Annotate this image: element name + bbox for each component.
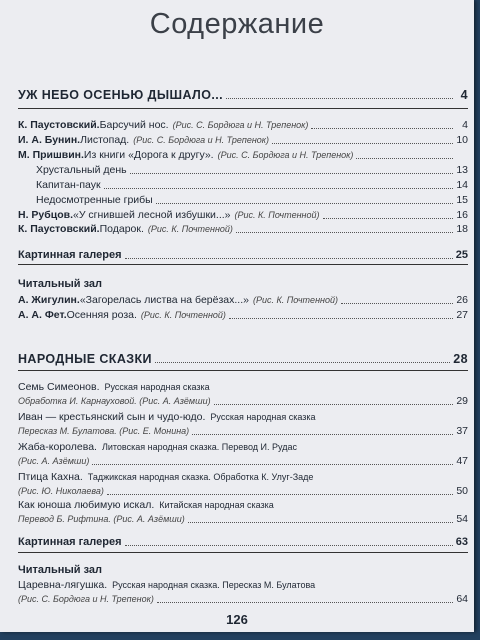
tale-title-row	[18, 440, 468, 454]
dot-leader	[192, 434, 453, 435]
dot-leader	[92, 464, 453, 465]
tale-credit-row	[18, 424, 468, 438]
entry-title: Из книги «Дорога к другу».	[83, 149, 214, 161]
tale-title-row	[18, 578, 468, 592]
entry-author: И. А. Бунин.	[18, 134, 81, 146]
entry-title: Капитан-паук	[36, 179, 101, 191]
tale-title: Птица Кахна.	[18, 471, 83, 483]
tale-title: Жаба-королева.	[18, 441, 97, 453]
dot-leader	[157, 602, 453, 603]
tale-origin: Литовская народная сказка. Перевод И. Рудас	[101, 442, 297, 452]
page-number: 15	[456, 194, 468, 206]
dot-leader	[229, 318, 453, 319]
tale-title-row	[18, 470, 468, 484]
tale-credit: Перевод Б. Рифтина. (Рис. А. Азёмши)	[18, 514, 185, 524]
reading-hall-label: Читальный зал	[18, 564, 103, 576]
entry-author: А. А. Фет.	[18, 309, 67, 321]
entry-title: Недосмотренные грибы	[36, 194, 153, 206]
tale-title: Царевна-лягушка.	[18, 579, 108, 591]
dot-leader	[155, 362, 450, 363]
gallery-row	[18, 535, 468, 549]
entry-illustrator: (Рис. К. Почтенной)	[252, 295, 338, 305]
entry-author: Н. Рубцов.	[18, 209, 73, 221]
tale-credit: (Рис. С. Бордюга и Н. Трепенок)	[18, 594, 154, 604]
tale-title: Как юноша любимую искал.	[18, 499, 155, 511]
page-number: 28	[453, 352, 468, 366]
toc-entry	[18, 148, 468, 162]
entry-author: А. Жигулин.	[18, 294, 80, 306]
entry-author: К. Паустовский.	[18, 223, 100, 235]
tale-credit: Пересказ М. Булатова. (Рис. Е. Монина)	[18, 426, 190, 436]
tale-credit: (Рис. Ю. Николаева)	[18, 486, 104, 496]
dot-leader	[125, 545, 453, 546]
page-number: 64	[456, 593, 468, 605]
page-number-footer: 126	[226, 612, 248, 627]
page-number: 63	[455, 536, 468, 548]
page-number: 47	[456, 455, 468, 467]
dot-leader	[341, 303, 453, 304]
section-title: УЖ НЕБО ОСЕНЬЮ ДЫШАЛО...	[18, 88, 223, 102]
toc-entry	[18, 222, 468, 236]
dot-leader	[226, 98, 453, 99]
section-title: НАРОДНЫЕ СКАЗКИ	[18, 352, 152, 366]
dot-leader	[130, 173, 453, 174]
divider	[18, 108, 468, 109]
tale-origin: Русская народная сказка. Пересказ М. Булатова	[112, 580, 316, 590]
gallery-row	[18, 248, 468, 262]
dot-leader	[356, 158, 453, 159]
page-number: 4	[460, 88, 468, 102]
toc-entry	[18, 208, 468, 222]
tale-credit-row	[18, 512, 468, 526]
entry-illustrator: (Рис. С. Бордюга и Н. Трепенок)	[133, 135, 270, 145]
toc-entry	[36, 163, 468, 177]
tale-credit-row	[18, 454, 468, 468]
section-heading	[18, 88, 468, 102]
tale-credit: (Рис. А. Азёмши)	[18, 456, 90, 466]
dot-leader	[125, 258, 453, 259]
dot-leader	[156, 203, 453, 204]
entry-title: Подарок.	[99, 223, 144, 235]
dot-leader	[236, 232, 453, 233]
entry-title: Барсучий нос.	[99, 119, 169, 131]
dot-leader	[272, 143, 453, 144]
divider	[18, 264, 468, 265]
entry-title: «У сгнившей лесной избушки...»	[73, 209, 231, 221]
page-number: 16	[456, 209, 468, 221]
page-number: 14	[456, 179, 468, 191]
entry-title: «Загорелась листва на берёзах...»	[79, 294, 249, 306]
entry-illustrator: (Рис. К. Почтенной)	[140, 310, 226, 320]
tale-origin: Китайская народная сказка	[159, 500, 274, 510]
tale-title-row	[18, 380, 468, 394]
dot-leader	[188, 522, 453, 523]
toc-entry	[18, 293, 468, 307]
tale-origin: Русская народная сказка	[104, 382, 210, 392]
page-number: 27	[456, 309, 468, 321]
entry-illustrator: (Рис. С. Бордюга и Н. Трепенок)	[172, 120, 309, 130]
page-title: Содержание	[149, 8, 325, 40]
entry-illustrator: (Рис. К. Почтенной)	[147, 224, 233, 234]
page-number: 4	[462, 119, 468, 131]
page-number: 26	[456, 294, 468, 306]
tale-credit-row	[18, 484, 468, 498]
section-heading	[18, 352, 468, 366]
page-number: 25	[455, 249, 468, 261]
toc-entry	[18, 133, 468, 147]
tale-credit-row	[18, 592, 468, 606]
dot-leader	[107, 494, 453, 495]
tale-origin: Русская народная сказка	[210, 412, 316, 422]
tale-title: Иван — крестьянский сын и чудо-юдо.	[18, 411, 206, 423]
tale-title-row	[18, 410, 468, 424]
gallery-label: Картинная галерея	[18, 249, 122, 261]
page-number: 50	[456, 485, 468, 497]
page-number: 10	[456, 134, 468, 146]
divider	[18, 370, 468, 371]
reading-hall-label: Читальный зал	[18, 278, 103, 290]
page-number: 29	[456, 395, 468, 407]
gallery-label: Картинная галерея	[18, 536, 122, 548]
dot-leader	[104, 188, 453, 189]
tale-title: Семь Симеонов.	[18, 381, 100, 393]
entry-title: Листопад.	[80, 134, 130, 146]
page-number: 13	[456, 164, 468, 176]
toc-entry	[36, 178, 468, 192]
tale-credit: Обработка И. Карнауховой. (Рис. А. Азёмши)	[18, 396, 211, 406]
tale-origin: Таджикская народная сказка. Обработка К. Улуг-Заде	[87, 472, 314, 482]
toc-entry	[18, 308, 468, 322]
toc-entry	[36, 193, 468, 207]
entry-author: К. Паустовский.	[18, 119, 100, 131]
tale-credit-row	[18, 394, 468, 408]
tale-title-row	[18, 498, 468, 512]
entry-title: Хрустальный день	[36, 164, 127, 176]
divider	[18, 552, 468, 553]
entry-author: М. Пришвин.	[18, 149, 84, 161]
dot-leader	[323, 218, 453, 219]
dot-leader	[214, 404, 453, 405]
dot-leader	[311, 128, 453, 129]
toc-entry	[18, 118, 468, 132]
entry-illustrator: (Рис. С. Бордюга и Н. Трепенок)	[217, 150, 354, 160]
entry-title: Осенняя роза.	[66, 309, 137, 321]
entry-illustrator: (Рис. К. Почтенной)	[234, 210, 320, 220]
page-number: 18	[456, 223, 468, 235]
page-number: 37	[456, 425, 468, 437]
page-number: 54	[456, 513, 468, 525]
